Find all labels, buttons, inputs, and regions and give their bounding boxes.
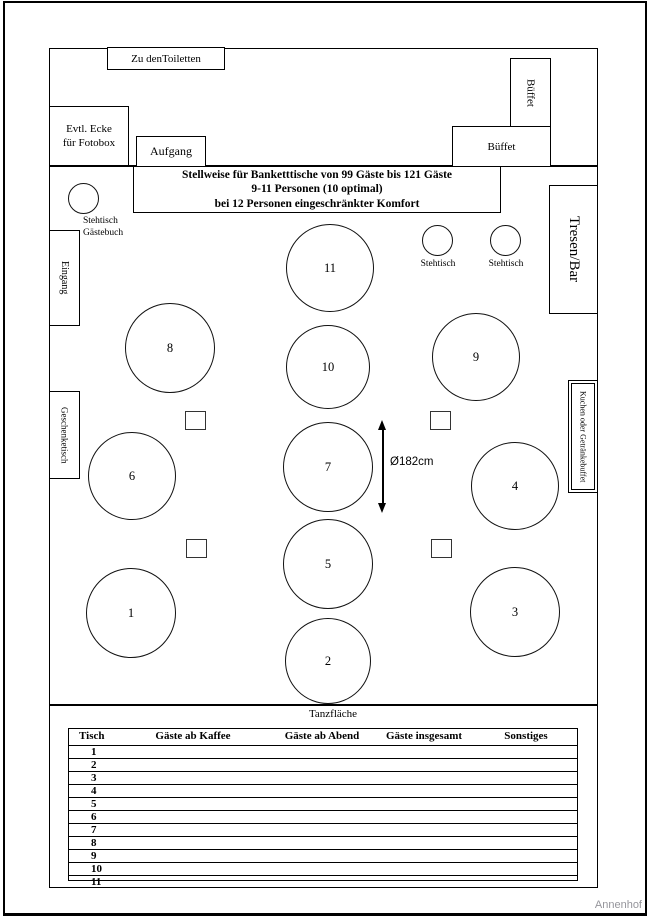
geschenketisch-box xyxy=(49,391,80,479)
grid-row xyxy=(69,824,577,837)
eingang-label: Eingang xyxy=(59,261,70,295)
toilets-label: Zu denToiletten xyxy=(131,52,201,65)
buffet-horizontal-box xyxy=(452,126,551,167)
guestbook-stehtisch-label xyxy=(83,216,153,239)
diameter-arrow-shaft xyxy=(382,428,384,504)
title-box xyxy=(133,166,501,213)
stehtisch-label-right xyxy=(477,259,535,271)
photobox-corner-box xyxy=(49,106,129,166)
table-number: 5 xyxy=(324,556,332,571)
grid-header-kaffee: Gäste ab Kaffee xyxy=(155,730,231,742)
table-number: 2 xyxy=(324,653,332,668)
stehtisch-label-left xyxy=(409,259,467,271)
table-number: 8 xyxy=(166,340,174,355)
grid-row-number: 9 xyxy=(91,850,97,862)
kuchen-getraenkebuffet-label: Kuchen oder Getränkebuffet xyxy=(578,390,588,483)
kuchen-getraenkebuffet-inner xyxy=(571,383,595,490)
buffet-vertical-label: Büffet xyxy=(524,78,537,107)
banquet-table-3 xyxy=(470,567,560,657)
seating-grid-header xyxy=(69,729,577,746)
grid-row xyxy=(69,837,577,850)
geschenketisch-label: Geschenketisch xyxy=(59,406,70,464)
eingang-box xyxy=(49,230,80,326)
grid-header-abend: Gäste ab Abend xyxy=(284,730,360,742)
table-number: 9 xyxy=(472,349,480,364)
seating-grid xyxy=(68,728,578,888)
photobox-label-line2: für Fotobox xyxy=(62,137,116,149)
table-number: 11 xyxy=(323,260,337,275)
guestbook-label-line1: Stehtisch xyxy=(83,216,118,226)
aufgang-box xyxy=(136,136,206,167)
tanzflaeche-label-text: Tanzfläche xyxy=(308,708,358,720)
kuchen-getraenkebuffet-box xyxy=(568,380,598,493)
grid-row-number: 11 xyxy=(91,876,102,888)
grid-row xyxy=(69,811,577,824)
grid-header-sonstiges: Sonstiges xyxy=(504,730,548,742)
grid-row-number: 7 xyxy=(91,824,97,836)
guestbook-stehtisch-circle xyxy=(68,183,99,214)
grid-row xyxy=(69,863,577,876)
toilets-box xyxy=(107,47,225,70)
diameter-annotation-text: Ø182cm xyxy=(390,456,434,468)
buffet-vertical-box xyxy=(510,58,551,127)
grid-row xyxy=(69,876,577,888)
banquet-table-2 xyxy=(285,618,371,704)
grid-row xyxy=(69,772,577,785)
table-number: 3 xyxy=(511,604,519,619)
stehtisch-label-left-text: Stehtisch xyxy=(420,259,456,269)
grid-row-number: 4 xyxy=(91,785,97,797)
tresen-bar-box xyxy=(549,185,598,314)
square-marker xyxy=(431,539,452,558)
grid-row-number: 3 xyxy=(91,772,97,784)
arrow-head-down xyxy=(378,503,386,513)
grid-header-insgesamt: Gäste insgesamt xyxy=(385,730,463,742)
banquet-table-5 xyxy=(283,519,373,609)
photobox-label-line1: Evtl. Ecke xyxy=(66,123,112,135)
banquet-table-10 xyxy=(286,325,370,409)
title-line1: Stellweise für Banketttische von 99 Gäste bis 121 Gäste xyxy=(181,168,453,181)
table-number: 4 xyxy=(511,478,519,493)
buffet-horizontal-label: Büffet xyxy=(487,140,516,153)
stehtisch-circle-left xyxy=(422,225,453,256)
grid-row-number: 2 xyxy=(91,759,97,771)
guestbook-label-line2: Gästebuch xyxy=(83,227,124,238)
grid-row xyxy=(69,850,577,863)
title-line3: bei 12 Personen eingeschränkter Komfort xyxy=(214,197,420,210)
grid-header-tisch: Tisch xyxy=(79,730,105,742)
brand-watermark-text: Annenhof xyxy=(594,899,642,911)
table-number: 7 xyxy=(324,459,332,474)
table-number: 1 xyxy=(127,605,135,620)
table-number: 10 xyxy=(321,359,335,374)
stehtisch-label-right-text: Stehtisch xyxy=(488,259,524,269)
square-marker xyxy=(185,411,206,430)
banquet-table-7 xyxy=(283,422,373,512)
tanzflaeche-label xyxy=(283,708,383,720)
grid-row-number: 5 xyxy=(91,798,97,810)
grid-row-number: 10 xyxy=(91,863,102,875)
banquet-table-9 xyxy=(432,313,520,401)
diameter-annotation xyxy=(390,456,433,468)
grid-row-number: 1 xyxy=(91,746,97,758)
grid-row-number: 8 xyxy=(91,837,97,849)
aufgang-label: Aufgang xyxy=(150,144,192,158)
square-marker xyxy=(186,539,207,558)
banquet-table-6 xyxy=(88,432,176,520)
grid-row xyxy=(69,785,577,798)
square-marker xyxy=(430,411,451,430)
grid-row xyxy=(69,798,577,811)
banquet-table-4 xyxy=(471,442,559,530)
grid-row xyxy=(69,759,577,772)
grid-row-number: 6 xyxy=(91,811,97,823)
grid-row xyxy=(69,746,577,759)
tresen-bar-label: Tresen/Bar xyxy=(566,216,582,283)
title-line2: 9-11 Personen (10 optimal) xyxy=(251,183,383,196)
seating-grid-body xyxy=(69,746,577,888)
table-number: 6 xyxy=(128,468,136,483)
banquet-table-8 xyxy=(125,303,215,393)
brand-watermark xyxy=(595,899,642,911)
dancefloor-divider xyxy=(49,704,598,706)
banquet-table-1 xyxy=(86,568,176,658)
stehtisch-circle-right xyxy=(490,225,521,256)
banquet-table-11 xyxy=(286,224,374,312)
